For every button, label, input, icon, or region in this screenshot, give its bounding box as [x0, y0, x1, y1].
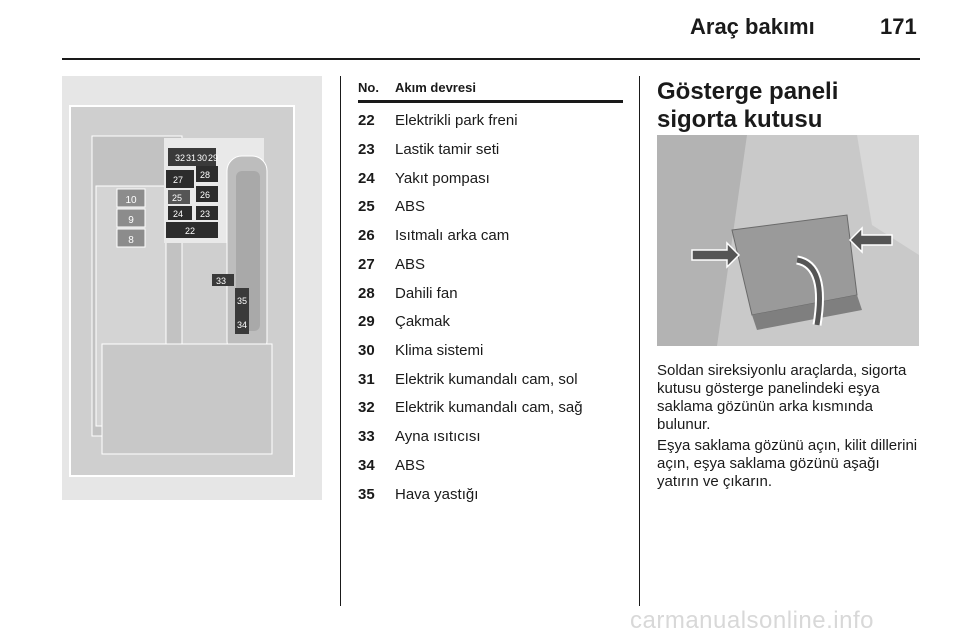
- fig-label-26: 26: [200, 190, 211, 200]
- fuse-box-drawing: [62, 76, 322, 500]
- table-row: [358, 313, 623, 333]
- fuse-number: 30: [358, 342, 375, 359]
- fig-label-28: 28: [200, 170, 211, 180]
- fuse-circuit: Lastik tamir seti: [395, 141, 500, 158]
- table-row: [358, 371, 623, 391]
- fuse-number: 29: [358, 313, 375, 330]
- fuse-number: 28: [358, 285, 375, 302]
- fig-label-9: 9: [128, 215, 134, 226]
- body-paragraph-1: Soldan sireksiyonlu araçlarda, sigorta kutusu gösterge panelindeki eşya saklama gözünün arka kısmında bulunur.: [657, 362, 907, 433]
- fuse-number: 24: [358, 170, 375, 187]
- fuse-circuit: Hava yastığı: [395, 486, 479, 503]
- fuse-number: 34: [358, 457, 375, 474]
- fig-label-33: 33: [216, 276, 227, 286]
- fuse-number: 35: [358, 486, 375, 503]
- header-rule: [62, 58, 920, 60]
- fig-label-8: 8: [128, 235, 134, 246]
- fuse-circuit: Elektrikli park freni: [395, 112, 518, 129]
- table-header-rule: [358, 100, 623, 103]
- fuse-circuit: Klima sistemi: [395, 342, 484, 359]
- page-number: 171: [880, 14, 917, 39]
- fig-label-23: 23: [200, 209, 211, 219]
- body-paragraph-2: Eşya saklama gözünü açın, kilit dillerini açın, eşya saklama gözünü aşağı yatırın ve çıkarın.: [657, 437, 918, 490]
- fig-label-34: 34: [237, 320, 248, 330]
- fig-label-27: 27: [173, 175, 184, 185]
- fig-label-31: 31: [186, 153, 197, 163]
- table-row: [358, 285, 623, 305]
- table-row: [358, 112, 623, 132]
- fig-label-32: 32: [175, 153, 186, 163]
- table-row: [358, 399, 623, 419]
- table-row: [358, 457, 623, 477]
- fuse-number: 33: [358, 428, 375, 445]
- fuse-circuit: ABS: [395, 256, 426, 273]
- column-divider-left: [340, 76, 341, 606]
- glovebox-photo: [657, 135, 919, 346]
- table-row: [358, 170, 623, 190]
- fuse-number: 22: [358, 112, 375, 129]
- fuse-number: 25: [358, 198, 375, 215]
- fuse-circuit: Ayna ısıtıcısı: [395, 428, 481, 445]
- watermark: carmanualsonline.info: [630, 607, 874, 634]
- page-header-title: Araç bakımı: [690, 14, 815, 39]
- fuse-circuit: Dahili fan: [395, 285, 458, 302]
- table-row: [358, 227, 623, 247]
- section-heading: Gösterge paneli sigorta kutusu: [657, 78, 839, 133]
- column-divider-right: [639, 76, 640, 606]
- fuse-number: 27: [358, 256, 375, 273]
- fig-label-35: 35: [237, 296, 248, 306]
- table-row: [358, 342, 623, 362]
- fuse-number: 26: [358, 227, 375, 244]
- fuse-circuit: ABS: [395, 457, 426, 474]
- fig-label-25: 25: [172, 193, 183, 203]
- fuse-number: 31: [358, 371, 375, 388]
- fuse-circuit: Çakmak: [395, 313, 451, 330]
- fig-label-29: 29: [208, 153, 219, 163]
- fig-label-22: 22: [185, 226, 196, 236]
- fig-label-24: 24: [173, 209, 184, 219]
- fuse-circuit: Elektrik kumandalı cam, sağ: [395, 399, 583, 416]
- fuse-number: 32: [358, 399, 375, 416]
- fuse-circuit: Isıtmalı arka cam: [395, 227, 510, 244]
- table-row: [358, 141, 623, 161]
- fuse-number: 23: [358, 141, 375, 158]
- column-no-header: No.: [358, 80, 379, 95]
- table-row: [358, 256, 623, 276]
- fuse-circuit: ABS: [395, 198, 426, 215]
- column-circuit-header: Akım devresi: [395, 80, 476, 95]
- table-row: [358, 198, 623, 218]
- fuse-box-illustration: [62, 76, 322, 500]
- fig-label-10: 10: [125, 195, 137, 206]
- fuse-circuit: Elektrik kumandalı cam, sol: [395, 371, 578, 388]
- glovebox-drawing: [657, 135, 919, 346]
- fig-label-30: 30: [197, 153, 208, 163]
- fuse-circuit: Yakıt pompası: [395, 170, 490, 187]
- table-row: [358, 486, 623, 506]
- table-row: [358, 428, 623, 448]
